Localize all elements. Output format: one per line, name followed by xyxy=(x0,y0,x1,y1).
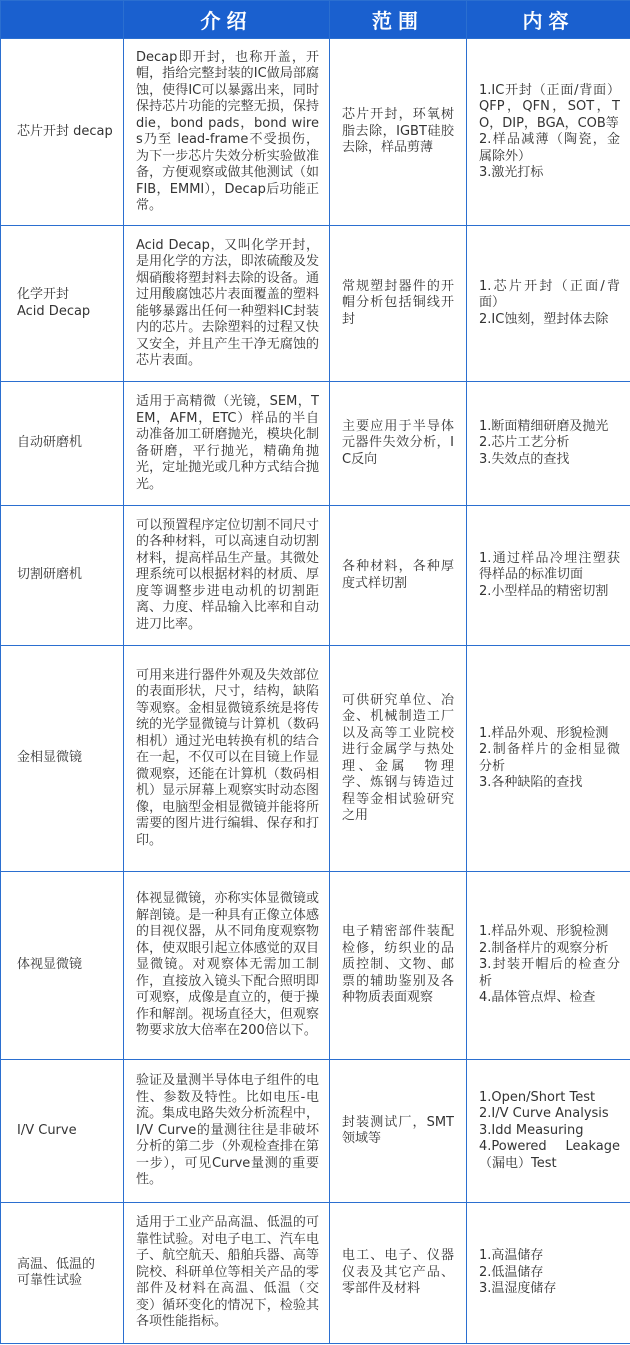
row-name: 化学开封 Acid Decap xyxy=(1,226,124,382)
row-name: I/V Curve xyxy=(1,1060,124,1203)
row-range: 芯片开封，环氧树脂去除，IGBT硅胶去除，样品剪薄 xyxy=(330,39,467,226)
row-content: 1.Open/Short Test 2.I/V Curve Analysis 3.Idd Measuring 4.Powered Leakage（漏电）Test xyxy=(467,1060,630,1203)
row-intro: 可用来进行器件外观及失效部位的表面形状，尺寸，结构，缺陷等观察。金相显微镜系统是将传统的光学显微镜与计算机（数码相机）通过光电转换有机的结合在一起，不仅可以在目镜上作显微观察，还能在计算机（数码相机）显示屏幕上观察实时动态图像，电脑型金相显微镜并能将所需要的图片进行编辑、保存和打印。 xyxy=(124,646,330,872)
row-content: 1.样品外观、形貌检测 2.制备样片的观察分析 3.封装开帽后的检查分析 4.晶体管点焊、检查 xyxy=(467,872,630,1060)
row-intro: 体视显微镜，亦称实体显微镜或解剖镜。是一种具有正像立体感的目视仪器，从不同角度观察物体，使双眼引起立体感觉的双目显微镜。对观察体无需加工制作，直接放入镜头下配合照明即可观察，成像是直立的，便于操作和解剖。视场直径大，但观察物要求放大倍率在200倍以下。 xyxy=(124,872,330,1060)
table-row xyxy=(1,1060,630,1203)
row-content: 1.断面精细研磨及抛光 2.芯片工艺分析 3.失效点的查找 xyxy=(467,382,630,506)
header-range: 范围 xyxy=(330,1,467,39)
header-name xyxy=(1,1,124,39)
table-row xyxy=(1,382,630,506)
header-intro: 介绍 xyxy=(124,1,330,39)
header-row xyxy=(1,1,630,39)
table-row xyxy=(1,506,630,646)
row-range: 可供研究单位、冶金、机械制造工厂以及高等工业院校进行金属学与热处理、金属 物理学、炼钢与铸造过程等金相试验研究之用 xyxy=(330,646,467,872)
row-intro: 适用于工业产品高温、低温的可靠性试验。对电子电工、汽车电子、航空航天、船舶兵器、高等院校、科研单位等相关产品的零部件及材料在高温、低温（交变）循环变化的情况下，检验其各项性能指标。 xyxy=(124,1203,330,1344)
row-range: 电子精密部件装配检修，纺织业的品质控制、文物、邮票的辅助鉴别及各种物质表面观察 xyxy=(330,872,467,1060)
row-name: 自动研磨机 xyxy=(1,382,124,506)
row-intro: Acid Decap，又叫化学开封，是用化学的方法，即浓硫酸及发烟硝酸将塑封料去除的设备。通过用酸腐蚀芯片表面覆盖的塑料能够暴露出任何一种塑料IC封装内的芯片。去除塑料的过程又快又安全，并且产生干净无腐蚀的芯片表面。 xyxy=(124,226,330,382)
row-name: 金相显微镜 xyxy=(1,646,124,872)
row-name: 芯片开封 decap xyxy=(1,39,124,226)
row-range: 各种材料，各种厚度式样切割 xyxy=(330,506,467,646)
table-row xyxy=(1,226,630,382)
row-content: 1.通过样品冷埋注塑获得样品的标准切面 2.小型样品的精密切割 xyxy=(467,506,630,646)
row-range: 电工、电子、仪器仪表及其它产品、零部件及材料 xyxy=(330,1203,467,1344)
row-name: 体视显微镜 xyxy=(1,872,124,1060)
row-name: 切割研磨机 xyxy=(1,506,124,646)
row-content: 1.IC开封（正面/背面）QFP，QFN，SOT，TO，DIP，BGA，COB等 2.样品减薄（陶瓷，金属除外） 3.激光打标 xyxy=(467,39,630,226)
row-intro: 适用于高精微（光镜，SEM，TEM，AFM，ETC）样品的半自动准备加工研磨抛光，模块化制备研磨，平行抛光，精确角抛光，定址抛光或几种方式结合抛光。 xyxy=(124,382,330,506)
row-intro: Decap即开封，也称开盖，开帽，指给完整封装的IC做局部腐蚀，使得IC可以暴露出来，同时保持芯片功能的完整无损，保持die，bond pads，bond wires乃至 lead-frame不受损伤，为下一步芯片失效分析实验做准备，方便观察或做其他测试（如FIB，EMMI），Decap后功能正常。 xyxy=(124,39,330,226)
row-content: 1.芯片开封（正面/背面） 2.IC蚀刻，塑封体去除 xyxy=(467,226,630,382)
table-row xyxy=(1,872,630,1060)
row-content: 1.样品外观、形貌检测 2.制备样片的金相显微分析 3.各种缺陷的查找 xyxy=(467,646,630,872)
row-range: 常规塑封器件的开帽分析包括铜线开封 xyxy=(330,226,467,382)
table-row xyxy=(1,646,630,872)
table-row xyxy=(1,39,630,226)
row-intro: 可以预置程序定位切割不同尺寸的各种材料，可以高速自动切割材料，提高样品生产量。其微处理系统可以根据材料的材质、厚度等调整步进电动机的切割距离、力度、样品输入比率和自动进刀比率。 xyxy=(124,506,330,646)
row-range: 封装测试厂，SMT领域等 xyxy=(330,1060,467,1203)
header-content: 内容 xyxy=(467,1,630,39)
table-row xyxy=(1,1203,630,1344)
row-intro: 验证及量测半导体电子组件的电性、参数及特性。比如电压-电流。集成电路失效分析流程中，I/V Curve的量测往往是非破坏分析的第二步（外观检查排在第一步），可见Curve量测的重要性。 xyxy=(124,1060,330,1203)
row-range: 主要应用于半导体元器件失效分析，IC反向 xyxy=(330,382,467,506)
row-name: 高温、低温的 可靠性试验 xyxy=(1,1203,124,1344)
row-content: 1.高温储存 2.低温储存 3.温湿度储存 xyxy=(467,1203,630,1344)
